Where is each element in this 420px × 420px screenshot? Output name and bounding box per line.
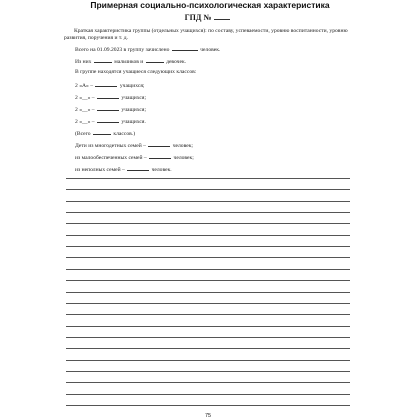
page-header: Примерная социально-психологическая характеристика: [90, 0, 330, 10]
class-2-label: 2 «__» –: [75, 95, 95, 101]
writing-rule-line: [66, 348, 350, 349]
low-income-line: [75, 153, 194, 162]
writing-rule-line: [66, 280, 350, 281]
writing-rule-line: [66, 269, 350, 270]
classes-intro: В группе находятся учащиеся следующих классов:: [75, 69, 197, 75]
writing-rule-line: [66, 246, 350, 247]
document-page: [64, 10, 352, 420]
writing-rule-line: [66, 212, 350, 213]
large-families-label: Дети из многодетных семей –: [75, 143, 146, 149]
girls-label: девочек.: [166, 59, 187, 65]
low-income-blank[interactable]: [149, 153, 171, 159]
large-families-line: [75, 141, 193, 150]
writing-rule-line: [66, 314, 350, 315]
boys-count-blank[interactable]: [94, 57, 112, 63]
class-4-count-blank[interactable]: [97, 117, 119, 123]
group-label: ГПД №: [184, 13, 212, 22]
writing-rule-line: [66, 178, 350, 179]
writing-rule-line: [66, 405, 350, 406]
of-them-label: Из них: [75, 59, 92, 65]
writing-rule-line: [66, 371, 350, 372]
class-a-count-blank[interactable]: [95, 81, 117, 87]
writing-rule-line: [66, 394, 350, 395]
large-families-unit: человек;: [172, 143, 193, 149]
class-row-3: [75, 105, 146, 114]
total-suffix: классов.): [113, 131, 136, 137]
enrolled-count-blank[interactable]: [172, 45, 198, 51]
writing-rule-line: [66, 382, 350, 383]
writing-rule-line: [66, 326, 350, 327]
low-income-label: из малообеспеченных семей –: [75, 155, 147, 161]
enrolled-suffix: человек.: [200, 47, 221, 53]
enrolled-line: [75, 45, 220, 54]
writing-rule-line: [66, 257, 350, 258]
page-number: 75: [204, 413, 212, 419]
class-2-count-blank[interactable]: [97, 93, 119, 99]
large-families-blank[interactable]: [148, 141, 170, 147]
writing-rule-line: [66, 235, 350, 236]
class-row-2: [75, 93, 146, 102]
writing-rule-line: [66, 189, 350, 190]
class-row-4: [75, 117, 146, 126]
class-a-unit: учащихся;: [119, 83, 145, 89]
boys-label: мальчиков и: [114, 59, 144, 65]
class-3-count-blank[interactable]: [97, 105, 119, 111]
class-3-unit: учащихся;: [121, 107, 147, 113]
writing-rule-line: [66, 292, 350, 293]
total-classes-blank[interactable]: [93, 129, 111, 135]
class-4-label: 2 «__» –: [75, 119, 95, 125]
low-income-unit: человек;: [173, 155, 194, 161]
writing-rule-line: [66, 337, 350, 338]
writing-rule-line: [66, 201, 350, 202]
writing-rule-line: [66, 223, 350, 224]
class-a-label: 2 «А» –: [75, 83, 94, 89]
incomplete-families-line: [75, 165, 172, 174]
group-number-blank[interactable]: [214, 14, 230, 20]
total-prefix: (Всего: [75, 131, 91, 137]
group-heading: [64, 13, 352, 23]
enrolled-prefix: Всего на 01.09.2023 в группу зачислено: [75, 47, 170, 53]
class-row-a: [75, 81, 144, 90]
class-2-unit: учащихся;: [121, 95, 147, 101]
intro-text: Краткая характеристика группы (отдельных учащихся): по составу, успеваемости, уровню воспитанности, уровню развития, поручения и т. д.: [64, 28, 348, 41]
girls-count-blank[interactable]: [146, 57, 164, 63]
writing-rule-line: [66, 303, 350, 304]
incomplete-families-label: из неполных семей –: [75, 167, 125, 173]
writing-rule-line: [66, 360, 350, 361]
total-classes-line: [75, 129, 135, 138]
incomplete-families-unit: человек.: [151, 167, 172, 173]
gender-line: [75, 57, 186, 66]
class-4-unit: учащихся.: [121, 119, 146, 125]
incomplete-families-blank[interactable]: [127, 165, 149, 171]
class-3-label: 2 «__» –: [75, 107, 95, 113]
